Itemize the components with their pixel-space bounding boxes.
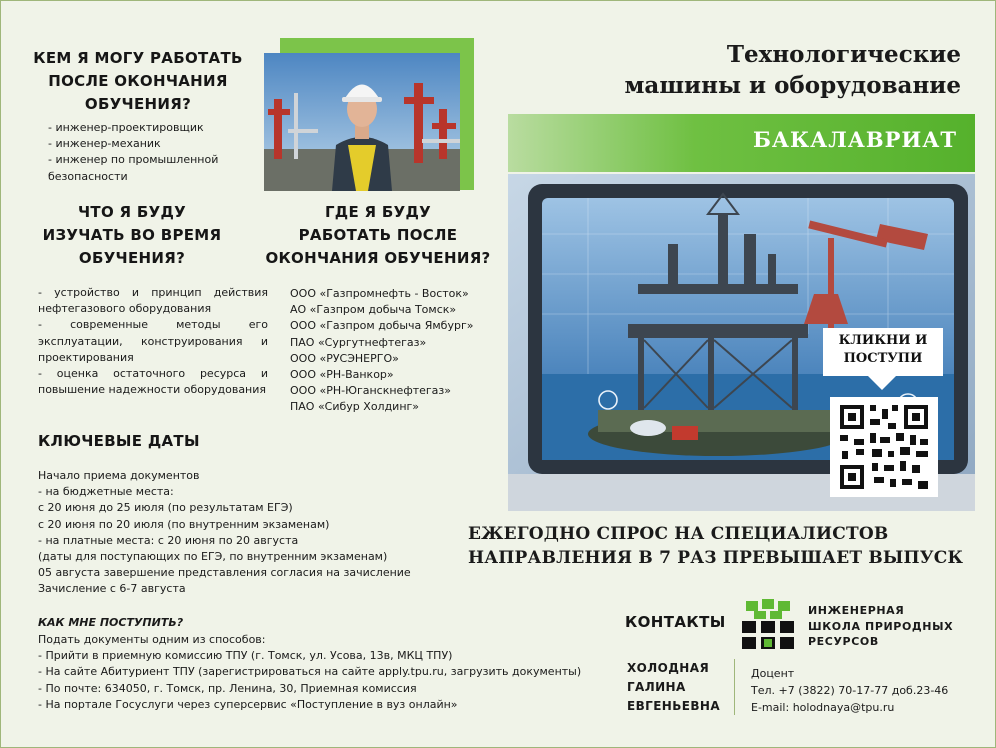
list-item: ПАО «Сургутнефтегаз» <box>290 335 427 349</box>
degree-label: БАКАЛАВРИАТ <box>752 127 957 152</box>
list-item: - современные методы его эксплуатации, конструирования и проектирования <box>38 318 268 364</box>
apply-heading: КАК МНЕ ПОСТУПИТЬ? <box>38 616 184 629</box>
qr-code-icon[interactable] <box>830 397 938 497</box>
list-item: - оценка остаточного ресурса и повышение надежности оборудования <box>38 367 268 397</box>
study-list <box>38 285 268 398</box>
apply-list <box>38 632 598 713</box>
careers-list <box>48 120 258 185</box>
list-item: с 20 июня по 20 июля (по внутренним экзаменам) <box>38 517 330 531</box>
list-item: - на бюджетные места: <box>38 485 174 499</box>
demand-statement: ЕЖЕГОДНО СПРОС НА СПЕЦИАЛИСТОВ НАПРАВЛЕНИЯ В 7 РАЗ ПРЕВЫШАЕТ ВЫПУСК <box>468 524 964 568</box>
list-item: ПАО «Сибур Холдинг» <box>290 400 420 414</box>
apply-call-to-action[interactable]: КЛИКНИ И ПОСТУПИ <box>823 328 943 376</box>
contact-position: Доцент <box>751 667 795 680</box>
employers-list <box>290 286 490 416</box>
careers-heading: КЕМ Я МОГУ РАБОТАТЬ ПОСЛЕ ОКОНЧАНИЯ ОБУЧЕНИЯ? <box>33 49 243 113</box>
degree-banner <box>508 114 975 172</box>
school-logo-icon <box>742 599 794 651</box>
list-item: ООО «РН-Юганскнефтегаз» <box>290 384 451 398</box>
list-item: Зачисление с 6-7 августа <box>38 582 186 596</box>
list-item: - На сайте Абитуриент ТПУ (зарегистрироваться на сайте apply.tpu.ru, загрузить документы) <box>38 665 582 679</box>
list-item: - инженер-проектировщик <box>48 121 204 134</box>
contact-phone[interactable]: Тел. +7 (3822) 70-17-77 доб.23-46 <box>751 684 949 697</box>
list-item: Подать документы одним из способов: <box>38 633 266 646</box>
list-item: ООО «РН-Ванкор» <box>290 368 394 382</box>
list-item: ООО «РУСЭНЕРГО» <box>290 351 399 365</box>
list-item: 05 августа завершение представления согласия на зачисление <box>38 566 411 580</box>
list-item: - инженер по промышленной <box>48 153 219 167</box>
list-item: безопасности <box>48 169 128 183</box>
employers-heading: ГДЕ Я БУДУ РАБОТАТЬ ПОСЛЕ ОКОНЧАНИЯ ОБУЧЕНИЯ? <box>265 203 491 267</box>
list-item: АО «Газпром добыча Томск» <box>290 303 457 317</box>
list-item: - на платные места: с 20 июня по 20 августа <box>38 533 299 547</box>
dates-list <box>38 468 458 598</box>
list-item: - устройство и принцип действия нефтегазового оборудования <box>38 286 268 316</box>
dates-heading: КЛЮЧЕВЫЕ ДАТЫ <box>38 432 200 450</box>
list-item: ООО «Газпромнефть - Восток» <box>290 287 469 300</box>
program-title: Технологические машины и оборудование <box>624 41 961 99</box>
list-item: - инженер-механик <box>48 137 161 151</box>
list-item: с 20 июня до 25 июля (по результатам ЕГЭ) <box>38 501 293 515</box>
contact-person-name: ХОЛОДНАЯ ГАЛИНА ЕВГЕНЬЕВНА <box>627 661 721 713</box>
engineer-photo <box>264 53 460 191</box>
list-item: - На портале Госуслуги через суперсервис «Поступление в вуз онлайн» <box>38 697 458 711</box>
list-item: ООО «Газпром добыча Ямбург» <box>290 319 474 333</box>
study-heading: ЧТО Я БУДУ ИЗУЧАТЬ ВО ВРЕМЯ ОБУЧЕНИЯ? <box>42 203 222 267</box>
divider <box>734 659 735 715</box>
list-item: (даты для поступающих по ЕГЭ, по внутренним экзаменам) <box>38 550 388 564</box>
school-name: ИНЖЕНЕРНАЯ ШКОЛА ПРИРОДНЫХ РЕСУРСОВ <box>808 604 954 648</box>
contact-details <box>751 665 991 716</box>
contact-email[interactable]: E-mail: holodnaya@tpu.ru <box>751 701 895 714</box>
contacts-heading: КОНТАКТЫ <box>625 613 726 631</box>
list-item: - Прийти в приемную комиссию ТПУ (г. Томск, ул. Усова, 13в, МКЦ ТПУ) <box>38 649 453 663</box>
list-item: Начало приема документов <box>38 469 200 482</box>
list-item: - По почте: 634050, г. Томск, пр. Ленина, 30, Приемная комиссия <box>38 681 417 695</box>
arrow-down-icon <box>868 376 896 390</box>
